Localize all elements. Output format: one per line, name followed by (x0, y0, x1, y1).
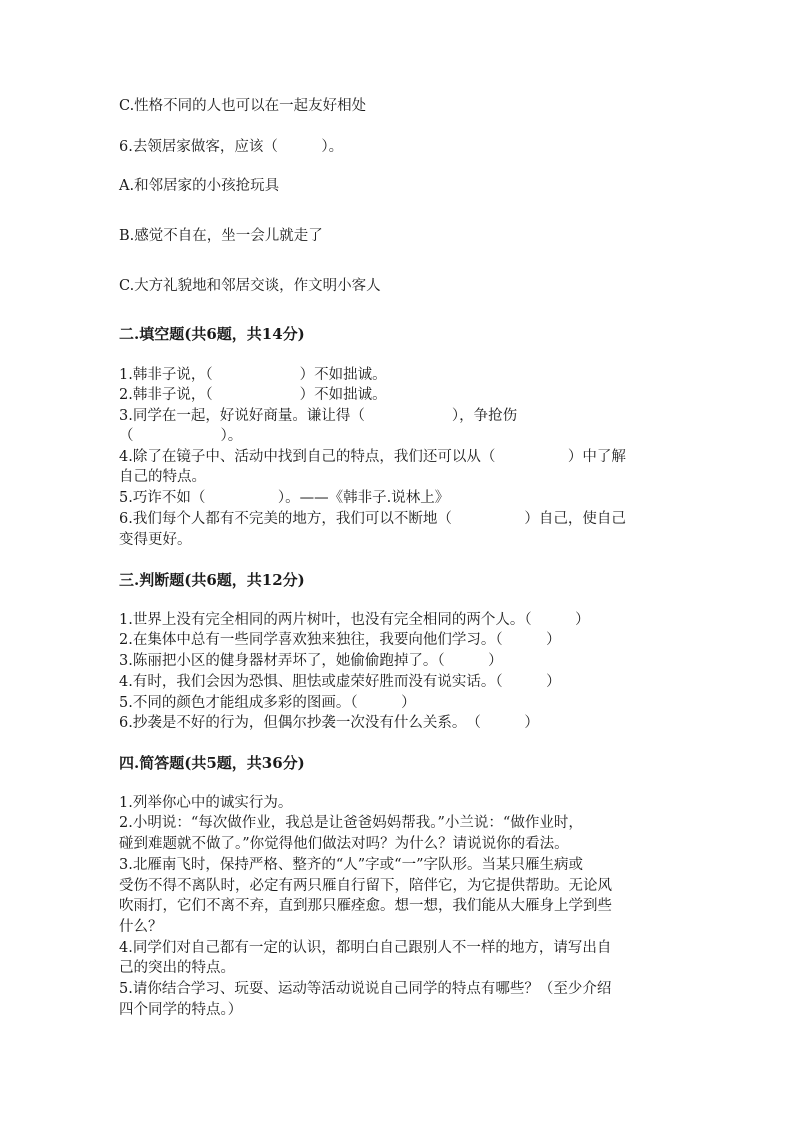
answer-question-2-line-1: 2.小明说：“每次做作业，我总是让爸爸妈妈帮我。”小兰说：“做作业时， (119, 815, 583, 831)
option-q6-c: C.大方礼貌地和邻居交谈，作文明小客人 (119, 278, 381, 294)
option-q5-c: C.性格不同的人也可以在一起友好相处 (119, 98, 367, 114)
fill-question-6-line-1: 6.我们每个人都有不完美的地方，我们可以不断地（ ）自己，使自己 (119, 511, 626, 527)
fill-question-4-line-2: 自己的特点。 (119, 469, 206, 485)
fill-question-2: 2.韩非子说，（ ）不如拙诚。 (119, 387, 387, 403)
answer-question-3-line-4: 什么？ (119, 919, 163, 935)
judge-question-2: 2.在集体中总有一些同学喜欢独来独往，我要向他们学习。（ ） (119, 632, 561, 648)
judge-question-5: 5.不同的颜色才能组成多彩的图画。（ ） (119, 695, 416, 711)
judge-question-4: 4.有时，我们会因为恐惧、胆怯或虚荣好胜而没有说实话。（ ） (119, 674, 561, 690)
answer-question-3-line-1: 3.北雁南飞时，保持严格、整齐的“人”字或“一”字队形。当某只雁生病或 (119, 857, 583, 873)
section-title-fill-blank: 二.填空题(共6题，共14分) (119, 325, 305, 343)
answer-question-3-line-2: 受伤不得不离队时，必定有两只雁自行留下，陪伴它，为它提供帮助。无论风 (119, 878, 612, 894)
section-title-true-false: 三.判断题(共6题，共12分) (119, 571, 305, 589)
fill-question-6-line-2: 变得更好。 (119, 532, 192, 548)
judge-question-1: 1.世界上没有完全相同的两片树叶，也没有完全相同的两个人。（ ） (119, 612, 590, 628)
option-q6-b: B.感觉不自在，坐一会儿就走了 (119, 228, 323, 244)
answer-question-5-line-2: 四个同学的特点。） (119, 1002, 243, 1018)
fill-question-1: 1.韩非子说，（ ）不如拙诚。 (119, 367, 387, 383)
answer-question-5-line-1: 5.请你结合学习、玩耍、运动等活动说说自己同学的特点有哪些？（至少介绍 (119, 981, 612, 997)
fill-question-3-line-2: （ ）。 (119, 428, 243, 444)
section-title-short-answer: 四.简答题(共5题，共36分) (119, 754, 305, 772)
judge-question-6: 6.抄袭是不好的行为，但偶尔抄袭一次没有什么关系。 （ ） (119, 715, 539, 731)
answer-question-4-line-2: 己的突出的特点。 (119, 960, 235, 976)
judge-question-3: 3.陈丽把小区的健身器材弄坏了，她偷偷跑掉了。（ ） (119, 653, 503, 669)
question-6-stem: 6.去领居家做客，应该（ ）。 (119, 139, 344, 155)
fill-question-3-line-1: 3.同学在一起，好说好商量。谦让得（ ），争抢伤 (119, 408, 518, 424)
fill-question-4-line-1: 4.除了在镜子中、活动中找到自己的特点，我们还可以从（ ）中了解 (119, 449, 626, 465)
answer-question-2-line-2: 碰到难题就不做了。”你觉得他们做法对吗？为什么？请说说你的看法。 (119, 836, 569, 852)
answer-question-4-line-1: 4.同学们对自己都有一定的认识，都明白自己跟别人不一样的地方，请写出自 (119, 940, 612, 956)
answer-question-3-line-3: 吹雨打，它们不离不弃，直到那只雁痊愈。想一想，我们能从大雁身上学到些 (119, 898, 612, 914)
fill-question-5: 5.巧诈不如（ ）。——《韩非子.说林上》 (119, 490, 450, 506)
option-q6-a: A.和邻居家的小孩抢玩具 (119, 178, 280, 194)
answer-question-1: 1.列举你心中的诚实行为。 (119, 795, 293, 811)
